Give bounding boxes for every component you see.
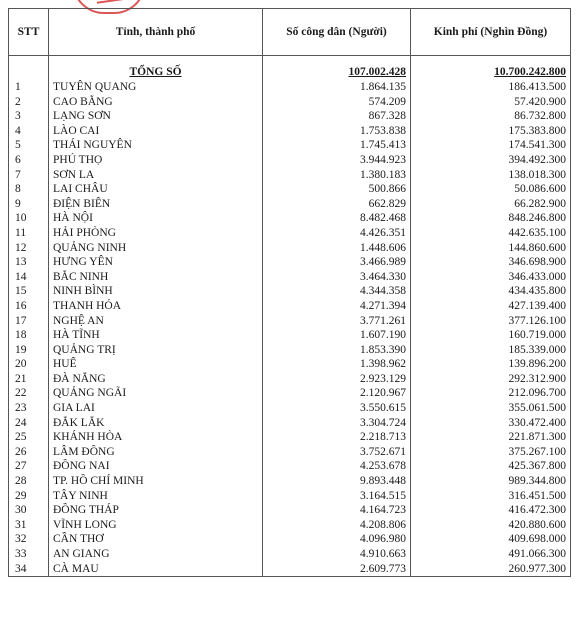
row-population: 4.910.663 — [263, 547, 411, 562]
row-province: ĐỒNG NAI — [49, 459, 263, 474]
row-population: 4.426.351 — [263, 226, 411, 241]
table-row — [9, 357, 571, 372]
row-cost: 848.246.800 — [411, 211, 571, 226]
row-cost: 375.267.100 — [411, 445, 571, 460]
row-stt: 19 — [9, 343, 49, 358]
table-row — [9, 80, 571, 95]
row-stt: 17 — [9, 314, 49, 329]
row-population: 3.550.615 — [263, 401, 411, 416]
row-stt: 4 — [9, 124, 49, 139]
row-stt: 23 — [9, 401, 49, 416]
table-row — [9, 547, 571, 562]
row-province: LÂM ĐỒNG — [49, 445, 263, 460]
row-population: 2.923.129 — [263, 372, 411, 387]
row-province: HƯNG YÊN — [49, 255, 263, 270]
table-row — [9, 299, 571, 314]
row-province: CAO BẰNG — [49, 95, 263, 110]
row-cost: 260.977.300 — [411, 562, 571, 577]
row-province: HUẾ — [49, 357, 263, 372]
row-province: LÀO CAI — [49, 124, 263, 139]
row-cost: 221.871.300 — [411, 430, 571, 445]
row-province: LAI CHÂU — [49, 182, 263, 197]
row-population: 1.864.135 — [263, 80, 411, 95]
row-population: 3.771.261 — [263, 314, 411, 329]
row-province: TUYÊN QUANG — [49, 80, 263, 95]
total-row — [9, 64, 571, 80]
row-province: CÀ MAU — [49, 562, 263, 577]
row-cost: 377.126.100 — [411, 314, 571, 329]
row-cost: 57.420.900 — [411, 95, 571, 110]
row-cost: 346.433.000 — [411, 270, 571, 285]
row-cost: 175.383.800 — [411, 124, 571, 139]
row-cost: 425.367.800 — [411, 459, 571, 474]
row-cost: 409.698.000 — [411, 532, 571, 547]
spacer-row — [9, 56, 571, 65]
row-stt: 1 — [9, 80, 49, 95]
header-province: Tỉnh, thành phố — [49, 9, 263, 56]
row-population: 2.609.773 — [263, 562, 411, 577]
row-province: GIA LAI — [49, 401, 263, 416]
row-stt: 22 — [9, 386, 49, 401]
row-province: NGHỆ AN — [49, 314, 263, 329]
row-population: 1.607.190 — [263, 328, 411, 343]
row-cost: 138.018.300 — [411, 168, 571, 183]
row-province: TP. HỒ CHÍ MINH — [49, 474, 263, 489]
table-row — [9, 270, 571, 285]
row-population: 3.304.724 — [263, 416, 411, 431]
table-row — [9, 489, 571, 504]
row-cost: 160.719.000 — [411, 328, 571, 343]
row-province: ĐIỆN BIÊN — [49, 197, 263, 212]
row-cost: 50.086.600 — [411, 182, 571, 197]
row-stt: 16 — [9, 299, 49, 314]
row-stt: 24 — [9, 416, 49, 431]
row-cost: 212.096.700 — [411, 386, 571, 401]
table-row — [9, 124, 571, 139]
row-cost: 434.435.800 — [411, 284, 571, 299]
header-population: Số công dân (Người) — [263, 9, 411, 56]
row-population: 8.482.468 — [263, 211, 411, 226]
table-row — [9, 168, 571, 183]
row-stt: 31 — [9, 518, 49, 533]
row-province: QUẢNG NGÃI — [49, 386, 263, 401]
row-cost: 394.492.300 — [411, 153, 571, 168]
table-row — [9, 95, 571, 110]
row-stt: 14 — [9, 270, 49, 285]
row-cost: 355.061.500 — [411, 401, 571, 416]
row-population: 1.448.606 — [263, 241, 411, 256]
table-row — [9, 138, 571, 153]
row-population: 4.164.723 — [263, 503, 411, 518]
row-population: 3.464.330 — [263, 270, 411, 285]
row-province: ĐẮK LẮK — [49, 416, 263, 431]
row-stt: 11 — [9, 226, 49, 241]
row-stt: 21 — [9, 372, 49, 387]
row-population: 1.753.838 — [263, 124, 411, 139]
table-row — [9, 386, 571, 401]
row-stt: 32 — [9, 532, 49, 547]
row-cost: 139.896.200 — [411, 357, 571, 372]
row-population: 2.120.967 — [263, 386, 411, 401]
row-population: 574.209 — [263, 95, 411, 110]
row-population: 867.328 — [263, 109, 411, 124]
row-cost: 186.413.500 — [411, 80, 571, 95]
row-province: QUẢNG TRỊ — [49, 343, 263, 358]
table-row — [9, 241, 571, 256]
table-row — [9, 211, 571, 226]
table-row — [9, 562, 571, 577]
table-row — [9, 182, 571, 197]
table-row — [9, 314, 571, 329]
row-stt: 12 — [9, 241, 49, 256]
row-province: THÁI NGUYÊN — [49, 138, 263, 153]
row-stt: 34 — [9, 562, 49, 577]
row-stt: 8 — [9, 182, 49, 197]
row-province: AN GIANG — [49, 547, 263, 562]
row-population: 2.218.713 — [263, 430, 411, 445]
row-stt: 13 — [9, 255, 49, 270]
row-province: HÀ NỘI — [49, 211, 263, 226]
row-population: 4.096.980 — [263, 532, 411, 547]
row-stt: 6 — [9, 153, 49, 168]
row-stt: 30 — [9, 503, 49, 518]
row-stt: 18 — [9, 328, 49, 343]
row-cost: 346.698.900 — [411, 255, 571, 270]
row-province: SƠN LA — [49, 168, 263, 183]
row-stt: 26 — [9, 445, 49, 460]
row-stt: 20 — [9, 357, 49, 372]
row-cost: 292.312.900 — [411, 372, 571, 387]
row-cost: 416.472.300 — [411, 503, 571, 518]
row-province: BẮC NINH — [49, 270, 263, 285]
row-stt: 25 — [9, 430, 49, 445]
row-cost: 420.880.600 — [411, 518, 571, 533]
table-row — [9, 518, 571, 533]
table-row — [9, 532, 571, 547]
table-row — [9, 430, 571, 445]
table-row — [9, 197, 571, 212]
total-label: TỔNG SỐ — [49, 64, 263, 80]
row-population: 4.271.394 — [263, 299, 411, 314]
row-population: 662.829 — [263, 197, 411, 212]
table-row — [9, 284, 571, 299]
row-cost: 174.541.300 — [411, 138, 571, 153]
row-province: PHÚ THỌ — [49, 153, 263, 168]
row-stt: 27 — [9, 459, 49, 474]
row-province: KHÁNH HÒA — [49, 430, 263, 445]
row-cost: 989.344.800 — [411, 474, 571, 489]
row-cost: 144.860.600 — [411, 241, 571, 256]
row-province: TÂY NINH — [49, 489, 263, 504]
table-row — [9, 459, 571, 474]
row-cost: 442.635.100 — [411, 226, 571, 241]
row-cost: 330.472.400 — [411, 416, 571, 431]
row-province: NINH BÌNH — [49, 284, 263, 299]
row-stt: 10 — [9, 211, 49, 226]
table-header-row — [9, 9, 571, 56]
row-province: HÀ TĨNH — [49, 328, 263, 343]
budget-table — [8, 8, 571, 577]
row-population: 3.164.515 — [263, 489, 411, 504]
row-population: 1.380.183 — [263, 168, 411, 183]
table-row — [9, 109, 571, 124]
table-row — [9, 226, 571, 241]
header-cost: Kinh phí (Nghìn Đồng) — [411, 9, 571, 56]
row-cost: 491.066.300 — [411, 547, 571, 562]
total-population: 107.002.428 — [348, 65, 406, 78]
table-row — [9, 372, 571, 387]
table-row — [9, 401, 571, 416]
row-stt: 29 — [9, 489, 49, 504]
table-row — [9, 153, 571, 168]
row-population: 4.344.358 — [263, 284, 411, 299]
row-population: 3.944.923 — [263, 153, 411, 168]
row-province: HẢI PHÒNG — [49, 226, 263, 241]
table-row — [9, 445, 571, 460]
row-population: 9.893.448 — [263, 474, 411, 489]
row-stt: 28 — [9, 474, 49, 489]
row-province: THANH HÓA — [49, 299, 263, 314]
table-row — [9, 328, 571, 343]
row-population: 1.745.413 — [263, 138, 411, 153]
row-province: LẠNG SƠN — [49, 109, 263, 124]
row-population: 1.853.390 — [263, 343, 411, 358]
row-population: 4.208.806 — [263, 518, 411, 533]
row-province: CẦN THƠ — [49, 532, 263, 547]
row-population: 500.866 — [263, 182, 411, 197]
row-cost: 185.339.000 — [411, 343, 571, 358]
table-row — [9, 474, 571, 489]
row-province: VĨNH LONG — [49, 518, 263, 533]
row-stt: 7 — [9, 168, 49, 183]
total-cost: 10.700.242.800 — [494, 65, 566, 78]
row-cost: 427.139.400 — [411, 299, 571, 314]
row-cost: 66.282.900 — [411, 197, 571, 212]
table-row — [9, 503, 571, 518]
row-stt: 9 — [9, 197, 49, 212]
row-population: 3.752.671 — [263, 445, 411, 460]
row-province: QUẢNG NINH — [49, 241, 263, 256]
row-stt: 5 — [9, 138, 49, 153]
header-stt: STT — [9, 9, 49, 56]
row-stt: 3 — [9, 109, 49, 124]
row-population: 3.466.989 — [263, 255, 411, 270]
row-province: ĐỒNG THÁP — [49, 503, 263, 518]
row-population: 4.253.678 — [263, 459, 411, 474]
row-stt: 2 — [9, 95, 49, 110]
table-row — [9, 255, 571, 270]
row-population: 1.398.962 — [263, 357, 411, 372]
row-stt: 15 — [9, 284, 49, 299]
row-cost: 316.451.500 — [411, 489, 571, 504]
row-stt: 33 — [9, 547, 49, 562]
row-province: ĐÀ NẴNG — [49, 372, 263, 387]
table-row — [9, 343, 571, 358]
row-cost: 86.732.800 — [411, 109, 571, 124]
table-row — [9, 416, 571, 431]
